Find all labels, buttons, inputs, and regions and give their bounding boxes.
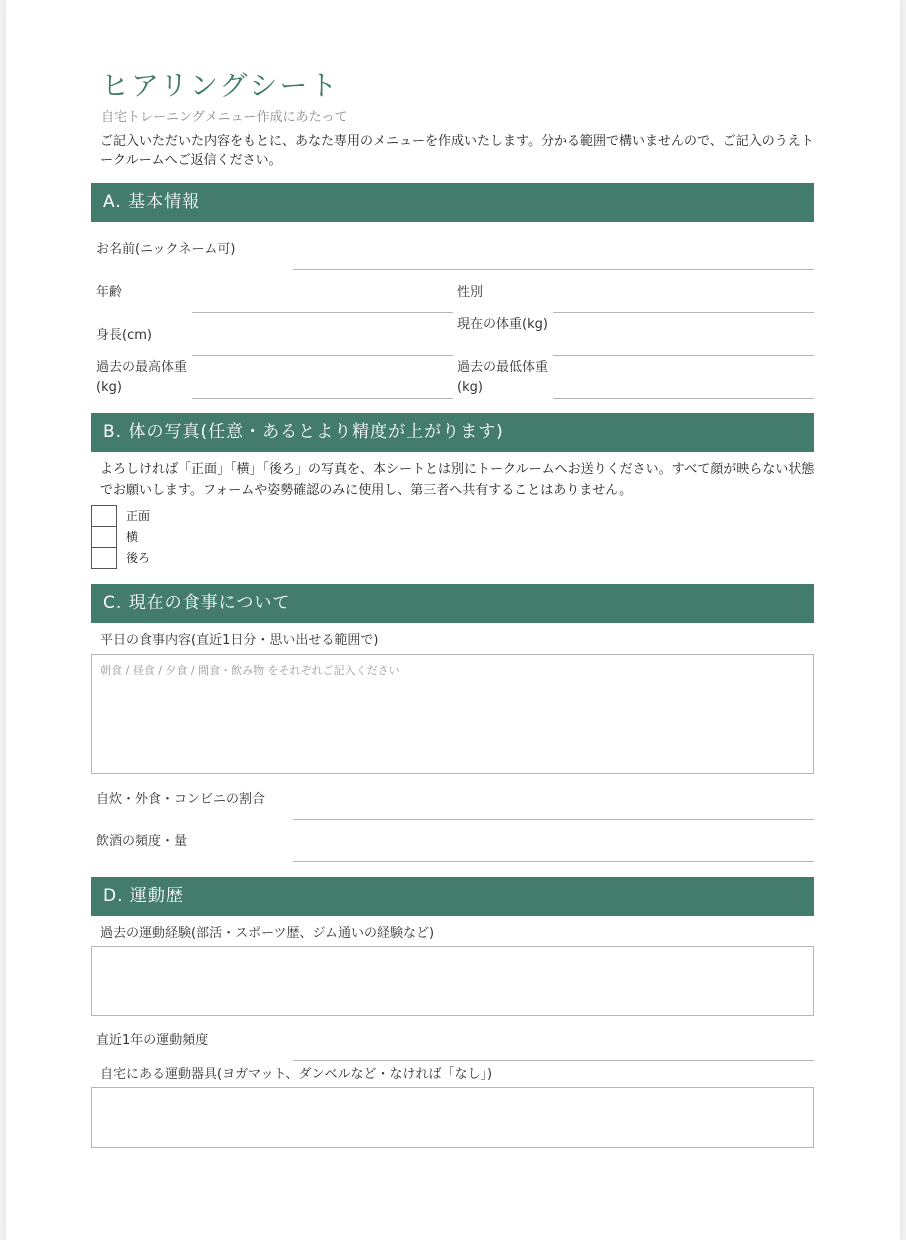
- alcohol-label: 飲酒の頻度・量: [96, 834, 188, 849]
- frequency-label: 直近1年の運動頻度: [96, 1033, 209, 1048]
- weight-max-field[interactable]: [192, 398, 453, 399]
- photo-note: よろしければ「正面」「横」「後ろ」の写真を、本シートとは別にトークルームへお送りください。すべて顔が映らない状態でお願いします。フォームや姿勢確認のみに使用し、第三者へ共有することはありません。: [100, 462, 815, 498]
- name-label: お名前(ニックネーム可): [96, 242, 236, 257]
- section-a-header: A. 基本情報: [91, 183, 814, 222]
- age-field[interactable]: [192, 312, 453, 313]
- page-subtitle: 自宅トレーニングメニュー作成にあたって: [101, 110, 348, 125]
- gender-label: 性別: [457, 285, 484, 300]
- section-d-header: D. 運動歴: [91, 877, 814, 916]
- ratio-label: 自炊・外食・コンビニの割合: [96, 792, 266, 807]
- equipment-label: 自宅にある運動器具(ヨガマット、ダンベルなど・なければ「なし」): [100, 1067, 493, 1082]
- checkbox-side[interactable]: [91, 526, 117, 548]
- hearing-sheet: [6, 0, 900, 1240]
- frequency-field[interactable]: [293, 1060, 814, 1061]
- equipment-textarea[interactable]: [91, 1087, 814, 1148]
- weight-min-label: 過去の最低体重(kg): [457, 360, 549, 395]
- checkbox-back[interactable]: [91, 547, 117, 569]
- history-textarea[interactable]: [91, 946, 814, 1016]
- weight-min-field[interactable]: [553, 398, 814, 399]
- weight-max-label: 過去の最高体重(kg): [96, 360, 188, 395]
- section-c-header: C. 現在の食事について: [91, 584, 814, 623]
- height-label: 身長(cm): [96, 328, 152, 343]
- meal-textarea[interactable]: [91, 654, 814, 774]
- page-title: ヒアリングシート: [101, 69, 340, 102]
- ratio-field[interactable]: [293, 819, 814, 820]
- name-field[interactable]: [293, 269, 814, 270]
- checkbox-front[interactable]: [91, 505, 117, 527]
- checkbox-side-label: 横: [126, 530, 139, 544]
- alcohol-field[interactable]: [293, 861, 814, 862]
- meal-label: 平日の食事内容(直近1日分・思い出せる範囲で): [100, 633, 379, 648]
- meal-placeholder: 朝食 / 昼食 / 夕食 / 間食・飲み物 をそれぞれご記入ください: [100, 664, 400, 677]
- age-label: 年齢: [96, 285, 123, 300]
- intro-text: ご記入いただいた内容をもとに、あなた専用のメニューを作成いたします。分かる範囲で構いませんので、ご記入のうえトークルームへご返信ください。: [100, 134, 814, 168]
- weight-now-field[interactable]: [553, 355, 814, 356]
- checkbox-back-label: 後ろ: [126, 551, 151, 565]
- height-field[interactable]: [192, 355, 453, 356]
- gender-field[interactable]: [553, 312, 814, 313]
- weight-now-label: 現在の体重(kg): [457, 317, 548, 332]
- section-b-header: B. 体の写真(任意・あるとより精度が上がります): [91, 413, 814, 452]
- checkbox-front-label: 正面: [126, 509, 151, 523]
- history-label: 過去の運動経験(部活・スポーツ歴、ジム通いの経験など): [100, 926, 435, 941]
